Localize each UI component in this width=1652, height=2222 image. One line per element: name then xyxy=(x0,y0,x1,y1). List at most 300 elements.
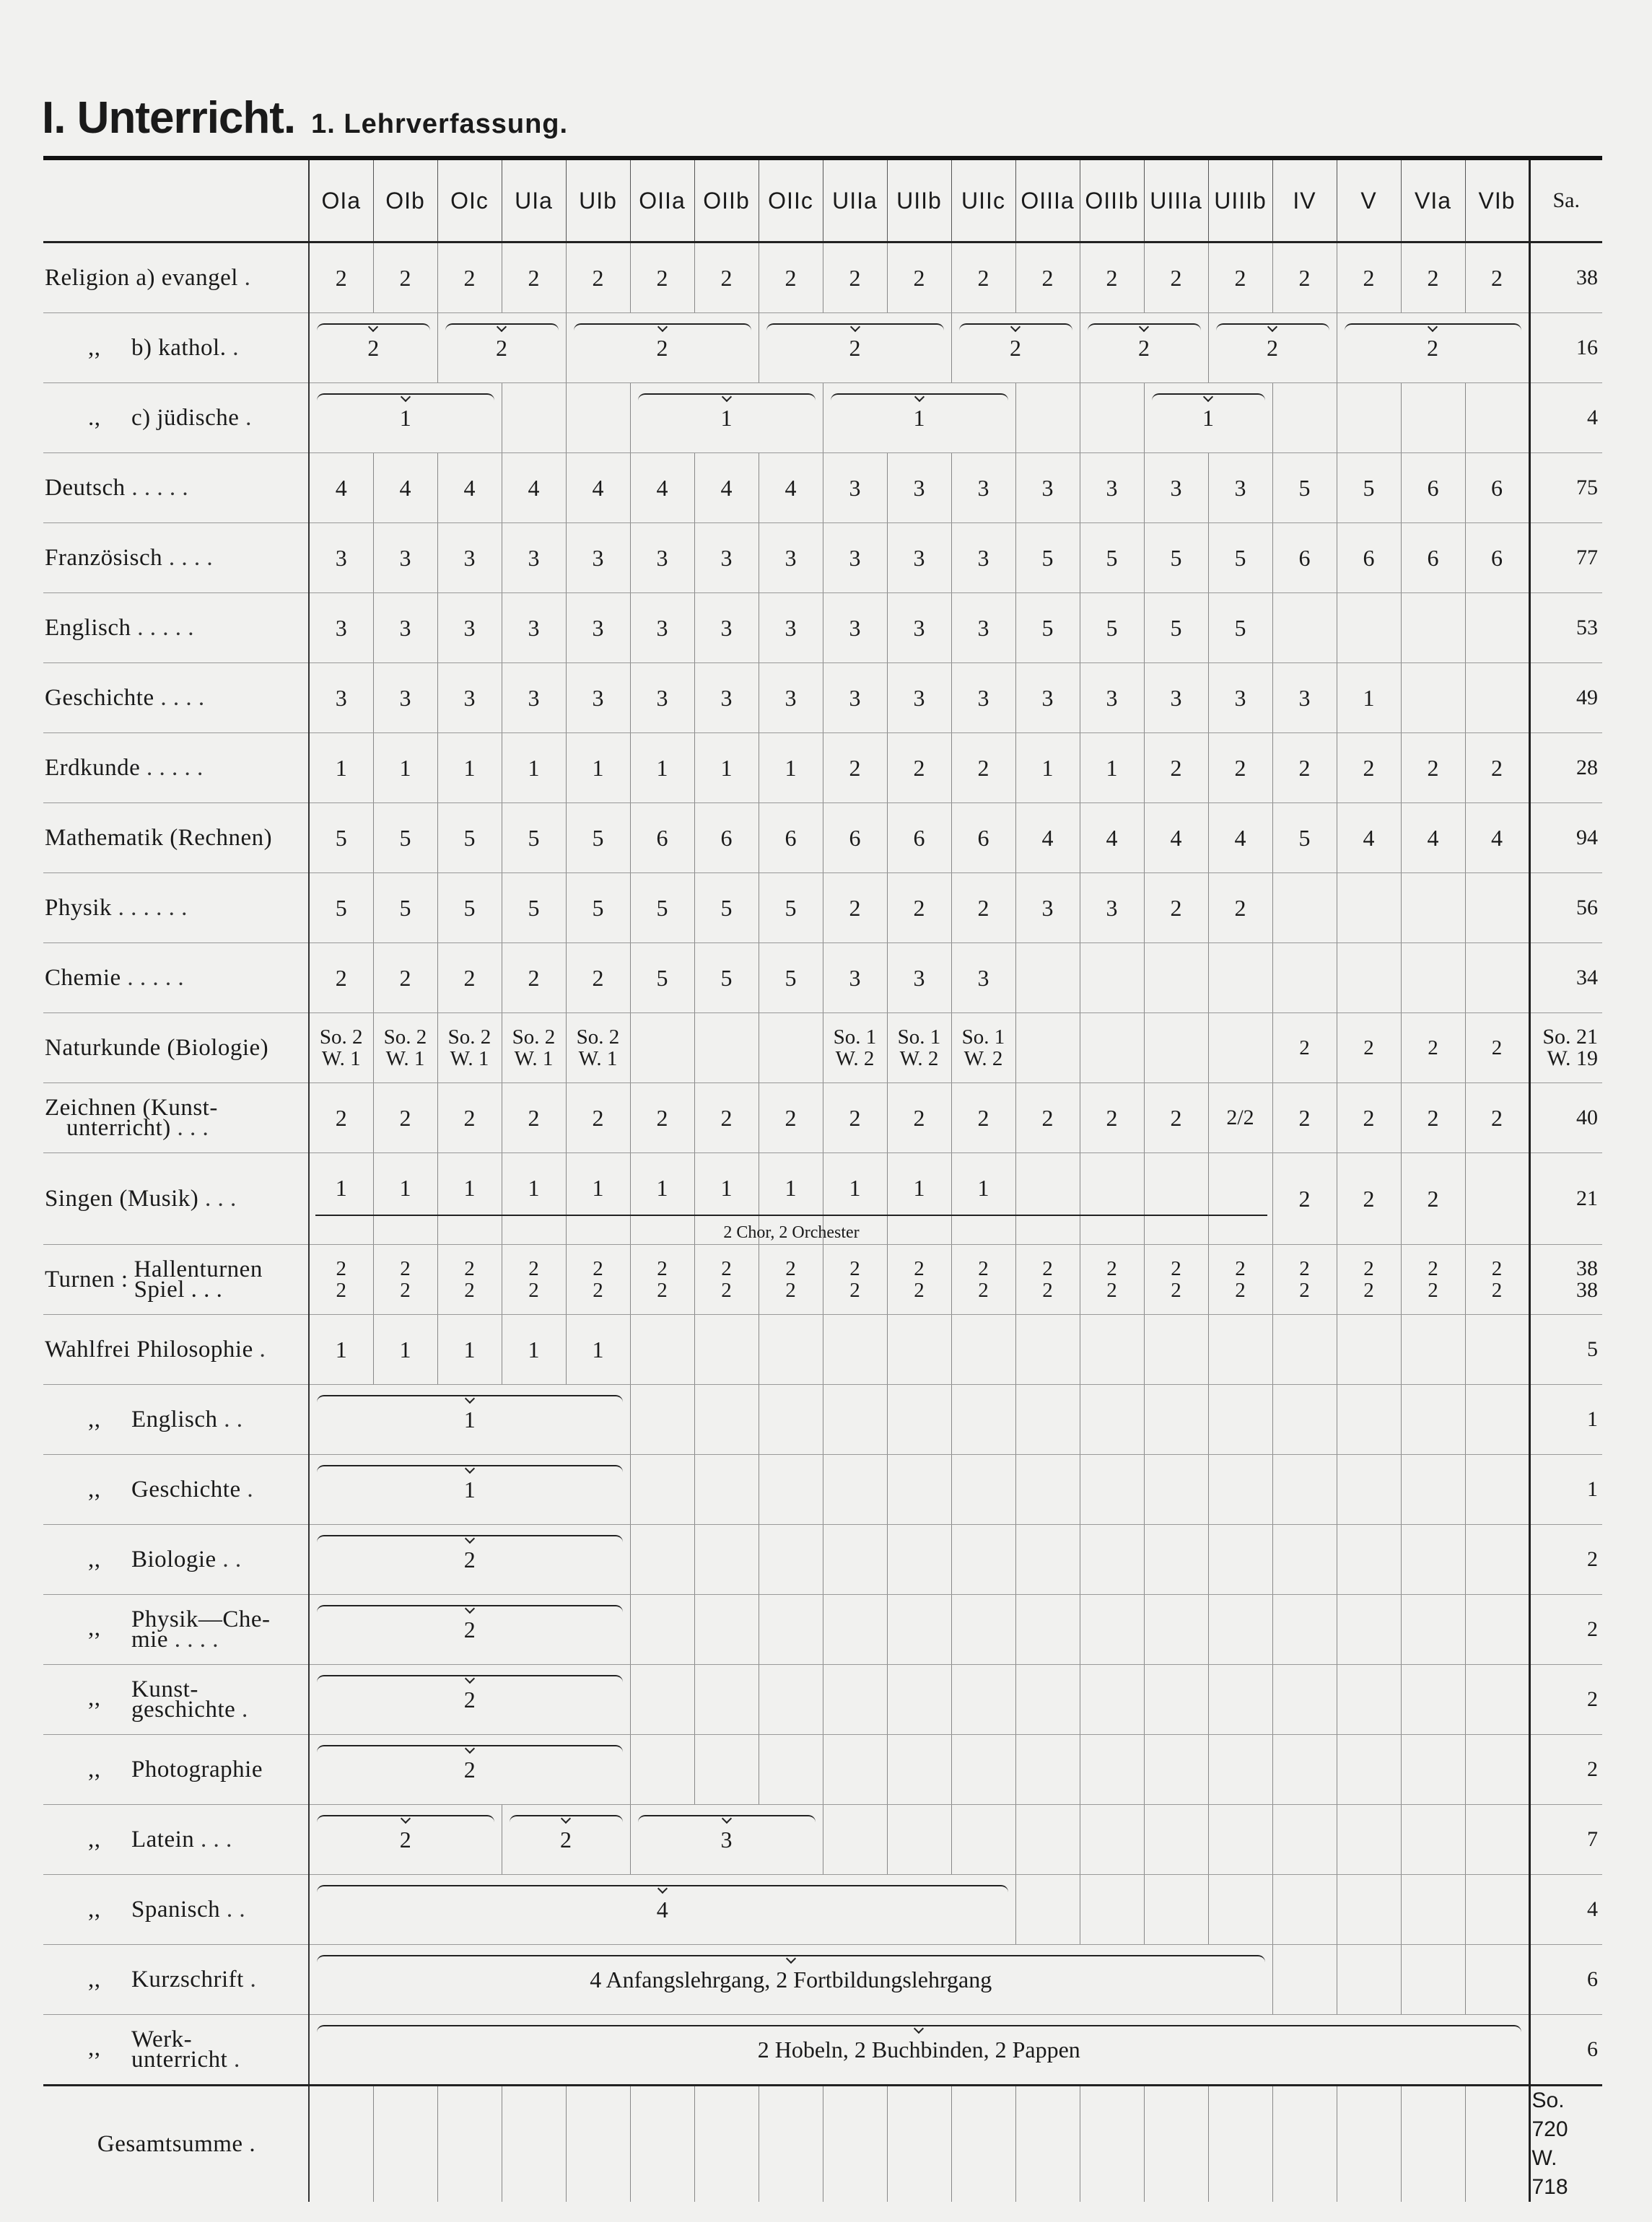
row-turnen xyxy=(43,1245,1602,1315)
empty-cell xyxy=(1401,1385,1465,1455)
empty-cell xyxy=(1401,1805,1465,1875)
hours-cell-oib: 1 xyxy=(373,1153,437,1245)
hours-cell-uia: 3 xyxy=(502,663,566,733)
hours-cell-via: 2 xyxy=(1401,242,1465,313)
empty-cell xyxy=(759,1525,823,1595)
hours-cell-oiiib: 2 xyxy=(1080,1083,1144,1153)
merged-hours-value: 2 xyxy=(463,1756,476,1783)
subject-name: Wahlfrei Philosophie xyxy=(45,1336,253,1362)
turnen-sub-labels xyxy=(134,1256,263,1303)
merged-hours-value: 1 xyxy=(463,1406,476,1433)
row-sum: 5 xyxy=(1529,1315,1602,1385)
subject-label xyxy=(43,873,309,943)
merged-hours-cell xyxy=(630,1805,823,1875)
hours-cell-oiib: 1 xyxy=(694,1153,759,1245)
ditto-mark: ,, xyxy=(88,1896,101,1923)
group-brace xyxy=(317,1955,1265,1967)
class-header-uiic: UIIc xyxy=(951,160,1015,242)
leader-dots: . xyxy=(237,264,251,291)
class-header-via: VIa xyxy=(1401,160,1465,242)
empty-total-cell xyxy=(887,2086,951,2203)
turnen-label xyxy=(45,1269,128,1290)
hours-cell-oia: 1 2 Chor, 2 Orchester xyxy=(309,1153,373,1245)
hours-cell-oiiia xyxy=(1015,1245,1080,1315)
merged-hours-value: 2 xyxy=(849,334,861,361)
empty-cell xyxy=(1208,1735,1272,1805)
hours-cell-vib xyxy=(1465,1153,1529,1245)
empty-cell xyxy=(1208,1525,1272,1595)
empty-cell xyxy=(1465,1525,1529,1595)
hours-cell-uiiia: 5 xyxy=(1144,523,1208,593)
hallenturnen-hours: 2 xyxy=(1235,1257,1246,1280)
hours-cell-uiiib: 2/2 xyxy=(1208,1083,1272,1153)
class-header-vib: VIb xyxy=(1465,160,1529,242)
merged-hours-cell xyxy=(823,383,1015,453)
subject-label xyxy=(43,803,309,873)
merged-hours-cell xyxy=(951,313,1080,383)
group-brace xyxy=(510,1815,623,1827)
hours-cell-uiiia: 3 xyxy=(1144,453,1208,523)
hours-cell-uiiib: 4 xyxy=(1208,803,1272,873)
hours-cell-oiic: 1 xyxy=(759,733,823,803)
row-sum: 1 xyxy=(1529,1455,1602,1525)
subject-label xyxy=(43,313,309,383)
row-mathematik xyxy=(43,803,1602,873)
subject-label-line-2: unterricht xyxy=(131,2047,228,2073)
merged-hours-value: 1 xyxy=(720,404,733,431)
merged-hours-value: 2 xyxy=(1010,334,1021,361)
row-sum xyxy=(1529,1245,1602,1315)
leader-dots: . . . . xyxy=(167,1627,219,1653)
merged-hours-cell xyxy=(309,1595,630,1665)
leader-dots: . . . . xyxy=(154,684,205,711)
hallenturnen-hours: 2 xyxy=(1042,1257,1053,1280)
empty-cell xyxy=(759,1735,823,1805)
hours-cell-uiib: 1 xyxy=(887,1153,951,1245)
leader-dots: . xyxy=(243,1966,257,1993)
subject-label xyxy=(43,1153,309,1245)
singen-note-wrap xyxy=(310,1215,1273,1244)
hours-cell-oiia: 1 xyxy=(630,733,694,803)
hours-cell-oiiib xyxy=(1080,1245,1144,1315)
table-body xyxy=(43,242,1602,2203)
group-brace xyxy=(831,393,1008,405)
hours-cell-iv: 3 xyxy=(1272,663,1337,733)
hours-cell-uia: 2 xyxy=(502,242,566,313)
empty-total-cell xyxy=(502,2086,566,2203)
hallenturnen-hours: 2 xyxy=(400,1257,411,1280)
row-religion-kathol xyxy=(43,313,1602,383)
empty-cell xyxy=(1337,1595,1401,1665)
empty-cell xyxy=(823,1455,887,1525)
subject-name: Geschichte xyxy=(45,684,154,711)
empty-cell xyxy=(1208,1875,1272,1945)
hours-cell-uia: 1 xyxy=(502,1315,566,1385)
row-wf-werkunterricht xyxy=(43,2015,1602,2086)
empty-cell xyxy=(1272,1945,1337,2015)
spiel-hours: 2 xyxy=(1235,1279,1246,1302)
subject-label xyxy=(43,1595,309,1665)
empty-cell xyxy=(759,1385,823,1455)
subject-name: Französisch xyxy=(45,544,163,571)
row-physik xyxy=(43,873,1602,943)
hallenturnen-hours: 2 xyxy=(336,1257,346,1280)
spiel-hours: 2 xyxy=(1363,1279,1374,1302)
empty-cell xyxy=(1208,1455,1272,1525)
hours-cell-v: 2 xyxy=(1337,1083,1401,1153)
group-brace xyxy=(317,1815,494,1827)
hours-cell-oic: 3 xyxy=(437,523,502,593)
hours-cell-oic: 1 xyxy=(437,1315,502,1385)
hours-cell-uib: 5 xyxy=(566,803,630,873)
hallenturnen-hours: 2 xyxy=(1106,1257,1117,1280)
sum-second: W. 19 xyxy=(1547,1046,1598,1070)
hours-cell-iv: 2 xyxy=(1272,242,1337,313)
header-row xyxy=(43,160,1602,242)
hours-cell-oia: 2 xyxy=(309,242,373,313)
hours-cell-oiic: 4 xyxy=(759,453,823,523)
row-religion-juedisch xyxy=(43,383,1602,453)
merged-hours-value: 2 xyxy=(463,1686,476,1713)
hours-cell-uiia: 3 xyxy=(823,663,887,733)
hours-cell-iv xyxy=(1272,1245,1337,1315)
summer-hours: 2 xyxy=(1363,1036,1374,1059)
merged-hours-cell xyxy=(630,383,823,453)
empty-cell xyxy=(1080,1665,1144,1735)
hours-cell-oic: 5 xyxy=(437,873,502,943)
merged-hours-cell xyxy=(309,2015,1529,2086)
subject-label-line-1: Werk- xyxy=(131,2026,193,2052)
hallenturnen-hours: 2 xyxy=(785,1257,796,1280)
ditto-mark: ., xyxy=(88,404,101,431)
empty-cell xyxy=(1015,1735,1080,1805)
class-header-oib: OIb xyxy=(373,160,437,242)
hallenturnen-hours: 2 xyxy=(1491,1257,1503,1280)
hours-cell-uiib: 3 xyxy=(887,663,951,733)
empty-cell xyxy=(887,1455,951,1525)
hours-cell-uiic: 3 xyxy=(951,523,1015,593)
spiel-hours: 2 xyxy=(721,1279,732,1302)
header-subject-cell xyxy=(43,160,309,242)
merged-hours-value: 2 xyxy=(560,1826,572,1853)
empty-cell xyxy=(1465,1735,1529,1805)
merged-hours-value: 4 Anfangslehrgang, 2 Fortbildungslehrgang xyxy=(590,1966,992,1993)
spiel-hours: 2 xyxy=(1171,1279,1181,1302)
hours-cell-v xyxy=(1337,873,1401,943)
empty-cell xyxy=(694,1385,759,1455)
subject-label-lines xyxy=(45,1095,218,1141)
hours-cell-oiiia: 5 xyxy=(1015,523,1080,593)
hours-cell-v xyxy=(1337,943,1401,1013)
subject-label xyxy=(43,663,309,733)
empty-cell xyxy=(1015,1665,1080,1735)
empty-cell xyxy=(1401,1665,1465,1735)
empty-cell xyxy=(887,1665,951,1735)
hours-cell-oiiia xyxy=(1015,1315,1080,1385)
hours-cell-vib xyxy=(1465,663,1529,733)
hours-cell-oiiib: 3 xyxy=(1080,873,1144,943)
hours-cell-via xyxy=(1401,1013,1465,1083)
row-sum: 49 xyxy=(1529,663,1602,733)
hours-cell-uib: 3 xyxy=(566,593,630,663)
empty-cell xyxy=(1144,1455,1208,1525)
hours-cell-oiia: 4 xyxy=(630,453,694,523)
merged-hours-value: 4 xyxy=(656,1896,668,1923)
leader-dots: . . . . xyxy=(162,544,214,571)
hours-cell-uia: 3 xyxy=(502,593,566,663)
merged-hours-cell xyxy=(1272,383,1337,453)
hours-cell-oic: 1 xyxy=(437,1153,502,1245)
turnen-main-label: Turnen : xyxy=(45,1267,128,1292)
hours-cell-oiib: 1 xyxy=(694,733,759,803)
hours-cell-iv: 2 xyxy=(1272,1083,1337,1153)
empty-cell xyxy=(1337,1875,1401,1945)
hours-cell-uiiia xyxy=(1144,1315,1208,1385)
hours-cell-uiic: 6 xyxy=(951,803,1015,873)
hours-cell-oiia: 5 xyxy=(630,943,694,1013)
summer-hours: So. 2 xyxy=(383,1025,427,1049)
hours-cell-oiia: 2 xyxy=(630,242,694,313)
group-brace xyxy=(317,1535,623,1547)
merged-hours-cell xyxy=(437,313,566,383)
hours-cell-iv: 5 xyxy=(1272,803,1337,873)
ditto-mark: ,, xyxy=(88,1756,101,1783)
sum-header: Sa. xyxy=(1529,160,1602,242)
row-gesamtsumme xyxy=(43,2086,1602,2203)
empty-cell xyxy=(1015,1455,1080,1525)
hours-cell-oic: 3 xyxy=(437,593,502,663)
hours-cell-oib: 1 xyxy=(373,1315,437,1385)
hours-cell-uiic: 2 xyxy=(951,1083,1015,1153)
ditto-mark: ,, xyxy=(88,1826,101,1853)
group-brace xyxy=(959,323,1072,335)
empty-cell xyxy=(823,1805,887,1875)
winter-hours: W. 1 xyxy=(321,1047,361,1070)
row-franzoesisch xyxy=(43,523,1602,593)
hours-cell-oiiib xyxy=(1080,943,1144,1013)
empty-cell xyxy=(1337,1455,1401,1525)
empty-cell xyxy=(759,1455,823,1525)
empty-cell xyxy=(823,1385,887,1455)
empty-cell xyxy=(823,1595,887,1665)
hours-cell-uiib xyxy=(887,1315,951,1385)
total-summer: So. 720 xyxy=(1531,2088,1568,2141)
hours-cell-uiiib: 3 xyxy=(1208,453,1272,523)
group-brace xyxy=(1088,323,1201,335)
empty-cell xyxy=(1272,1735,1337,1805)
hours-cell-oiia: 1 xyxy=(630,1153,694,1245)
hours-cell-via: 2 xyxy=(1401,1083,1465,1153)
hours-cell-uia xyxy=(502,1245,566,1315)
hours-cell-uiia: 1 xyxy=(823,1153,887,1245)
subject-label xyxy=(43,1083,309,1153)
row-sum: 53 xyxy=(1529,593,1602,663)
empty-cell xyxy=(1337,1665,1401,1735)
hours-cell-oib: 5 xyxy=(373,803,437,873)
leader-dots: . . . xyxy=(194,1826,232,1853)
hours-cell-uiiib: 2 xyxy=(1208,733,1272,803)
subject-name: Physik xyxy=(45,894,112,921)
spiel-hours: 2 xyxy=(1491,1279,1503,1302)
hours-cell-iv: 6 xyxy=(1272,523,1337,593)
row-sum: 4 xyxy=(1529,383,1602,453)
merged-hours-value: 2 xyxy=(656,334,668,361)
winter-hours: W. 2 xyxy=(963,1047,1003,1070)
group-brace xyxy=(317,2025,1521,2037)
hours-cell-oiib: 5 xyxy=(694,873,759,943)
hours-cell-uiiia: 2 xyxy=(1144,1083,1208,1153)
spiel-hours: 2 xyxy=(849,1279,860,1302)
ditto-mark: ,, xyxy=(88,1966,101,1993)
ditto-mark: ,, xyxy=(88,1684,101,1711)
hours-cell-v: 6 xyxy=(1337,523,1401,593)
hours-cell-via: 6 xyxy=(1401,523,1465,593)
empty-cell xyxy=(1337,1735,1401,1805)
empty-cell xyxy=(1401,1875,1465,1945)
empty-cell xyxy=(1144,1875,1208,1945)
hours-cell-oib xyxy=(373,1013,437,1083)
hours-cell-oic: 4 xyxy=(437,453,502,523)
row-sum: 2 xyxy=(1529,1525,1602,1595)
hours-cell-vib: 2 xyxy=(1465,242,1529,313)
hours-cell-oiiia xyxy=(1015,943,1080,1013)
hours-cell-oic: 1 xyxy=(437,733,502,803)
subject-label-line-1: Physik—Che- xyxy=(131,1606,271,1632)
hours-cell-iv: 5 xyxy=(1272,453,1337,523)
hours-cell-uiiia: 3 xyxy=(1144,663,1208,733)
empty-cell xyxy=(1337,1805,1401,1875)
subject-label-line-2: geschichte xyxy=(131,1697,236,1723)
empty-cell xyxy=(1465,1665,1529,1735)
row-wf-physik-chemie xyxy=(43,1595,1602,1665)
empty-cell xyxy=(951,1735,1015,1805)
empty-cell xyxy=(951,1805,1015,1875)
hours-cell-v xyxy=(1337,1315,1401,1385)
empty-total-cell xyxy=(309,2086,373,2203)
empty-cell xyxy=(1208,1595,1272,1665)
hours-cell-oic: 2 xyxy=(437,1083,502,1153)
hours-cell-oiib: 4 xyxy=(694,453,759,523)
hours-cell-oic: 2 xyxy=(437,943,502,1013)
hours-cell-via: 2 xyxy=(1401,733,1465,803)
merged-hours-cell xyxy=(1401,383,1465,453)
row-sum: 4 xyxy=(1529,1875,1602,1945)
empty-cell xyxy=(1465,1595,1529,1665)
empty-cell xyxy=(694,1595,759,1665)
winter-hours: W. 1 xyxy=(514,1047,554,1070)
empty-cell xyxy=(630,1525,694,1595)
empty-cell xyxy=(759,1595,823,1665)
summer-hours: So. 2 xyxy=(319,1025,363,1049)
merged-hours-cell xyxy=(309,1805,502,1875)
subject-label-lines xyxy=(131,2026,240,2073)
hours-cell-oia: 1 xyxy=(309,733,373,803)
hours-cell-oia: 2 xyxy=(309,1083,373,1153)
hours-cell-uiib: 3 xyxy=(887,453,951,523)
empty-cell xyxy=(1465,1455,1529,1525)
class-header-v: V xyxy=(1337,160,1401,242)
merged-hours-cell xyxy=(309,1455,630,1525)
hours-cell-v: 2 xyxy=(1337,733,1401,803)
empty-total-cell xyxy=(1080,2086,1144,2203)
hours-cell-uia: 5 xyxy=(502,873,566,943)
merged-hours-value: 2 xyxy=(399,1826,411,1853)
merged-hours-value: 1 xyxy=(1202,404,1214,431)
merged-hours-cell xyxy=(1080,313,1208,383)
subject-label-lines xyxy=(131,1606,271,1653)
class-header-oiib: OIIb xyxy=(694,160,759,242)
section-title: I. Unterricht. xyxy=(42,93,296,143)
empty-cell xyxy=(951,1525,1015,1595)
group-brace xyxy=(445,323,559,335)
summer-hours: 2 xyxy=(1491,1036,1503,1059)
leader-dots: . xyxy=(235,1697,248,1723)
hours-cell-vib: 2 xyxy=(1465,733,1529,803)
row-sum: 16 xyxy=(1529,313,1602,383)
empty-total-cell xyxy=(759,2086,823,2203)
empty-total-cell xyxy=(566,2086,630,2203)
empty-cell xyxy=(1144,1665,1208,1735)
subject-name: Photographie xyxy=(131,1756,263,1783)
hours-cell-oib: 2 xyxy=(373,242,437,313)
row-wf-kunstgeschichte xyxy=(43,1665,1602,1735)
merged-hours-value: 1 xyxy=(463,1476,476,1503)
empty-total-cell xyxy=(694,2086,759,2203)
hours-cell-oiib: 6 xyxy=(694,803,759,873)
winter-hours: W. 1 xyxy=(385,1047,425,1070)
hours-cell-oia: 3 xyxy=(309,523,373,593)
page-heading xyxy=(42,92,568,144)
hours-cell-uib: 2 xyxy=(566,943,630,1013)
subject-name: Chemie xyxy=(45,964,121,991)
subject-label xyxy=(43,1735,309,1805)
empty-total-cell xyxy=(823,2086,887,2203)
hours-cell-uiic: 3 xyxy=(951,663,1015,733)
merged-hours-value: 2 xyxy=(1267,334,1278,361)
class-header-oiia: OIIa xyxy=(630,160,694,242)
hours-cell-v: 1 xyxy=(1337,663,1401,733)
merged-hours-cell xyxy=(309,1385,630,1455)
total-winter: W. 718 xyxy=(1531,2146,1568,2199)
ditto-mark: ,, xyxy=(88,2034,101,2061)
empty-cell xyxy=(951,1385,1015,1455)
hours-cell-uiib: 3 xyxy=(887,943,951,1013)
hours-cell-uia: 2 xyxy=(502,1083,566,1153)
subject-name: b) kathol. xyxy=(131,334,227,361)
hours-cell-oiiib: 4 xyxy=(1080,803,1144,873)
summer-hours: So. 2 xyxy=(576,1025,620,1049)
hours-cell-uia: 3 xyxy=(502,523,566,593)
hours-cell-vib: 2 xyxy=(1465,1083,1529,1153)
hours-cell-vib: 6 xyxy=(1465,523,1529,593)
empty-cell xyxy=(823,1735,887,1805)
spiel-hours: 2 xyxy=(464,1279,475,1302)
row-sum: 40 xyxy=(1529,1083,1602,1153)
merged-hours-cell xyxy=(1337,383,1401,453)
hours-cell-oia xyxy=(309,1245,373,1315)
hours-cell-oib: 3 xyxy=(373,523,437,593)
total-label-text: Gesamtsumme xyxy=(97,2130,243,2157)
empty-cell xyxy=(887,1805,951,1875)
row-sum: 2 xyxy=(1529,1735,1602,1805)
ditto-mark: ,, xyxy=(88,1406,101,1433)
empty-cell xyxy=(1015,1595,1080,1665)
hours-cell-uib: 4 xyxy=(566,453,630,523)
hours-cell-oiic xyxy=(759,1013,823,1083)
hours-cell-oiia: 2 xyxy=(630,1083,694,1153)
merged-hours-value: 2 xyxy=(1138,334,1150,361)
subject-name: Kurzschrift xyxy=(131,1966,244,1993)
